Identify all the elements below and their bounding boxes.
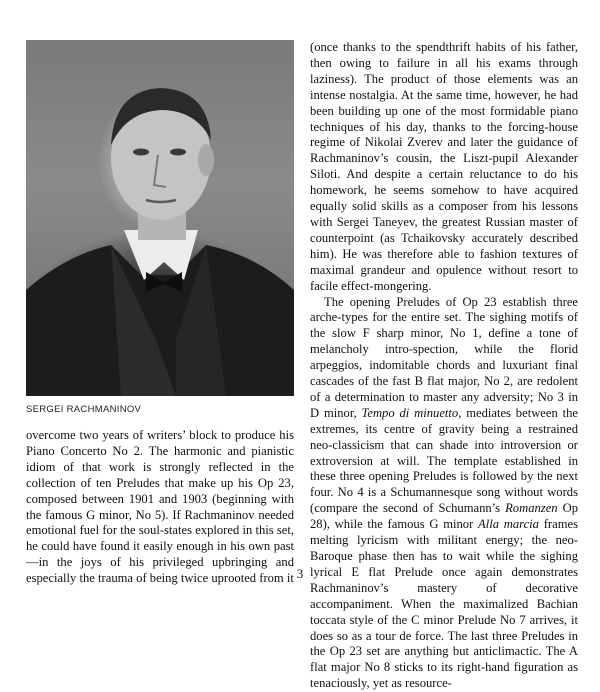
portrait-illustration	[26, 40, 294, 396]
text-run: The opening Preludes of Op 23 establish three arche-types for the entire set. The sighing motifs of the slow F sharp minor, No 1, define a tone of melancholy intro-spection, while the florid arpeggios, indomitable chords and luxuriant final cascades of the fast B flat major, No 2, are redolent of a determination to master any adversity; No 3 in D minor,	[310, 295, 578, 420]
text-run: Op 28), while the famous G minor	[310, 501, 578, 531]
left-column-text: overcome two years of writers’ block to produce his Piano Concerto No 2. The harmonic and pianistic idiom of that work is strongly reflected in the collection of ten Preludes that make up his Op 23, composed between 1901 and 1903 (beginning with the famous G minor, No 5). If Rachmaninov needed emotional fuel for the soul-states explored in this set, he could have found it easily enough in his own past—in the joys of his privileged upbringing and especially the trauma of being twice uprooted from it	[26, 428, 294, 587]
paragraph	[310, 295, 578, 692]
italic-title: Romanzen	[505, 501, 557, 515]
text-run: , mediates between the extremes, its centre of gravity being a restrained neo-classicism that can shade into introversion or extroversion at will. The template established in these three opening Preludes is followed by the next four. No 4 is a Schumannesque song without words (compare the second of Schumann’s	[310, 406, 578, 515]
paragraph: (once thanks to the spendthrift habits of his father, then owing to failure in all his exams through laziness). The product of those elements was an intense nostalgia. At the same time, however, he had been building up one of the most formidable piano techniques of his day, thanks to the forcing-house regime of Nikolai Zverev and later the guidance of Rachmaninov’s cousin, the Liszt-pupil Alexander Siloti. And despite a certain reluctance to do his homework, he seems somehow to have acquired equally solid skills as a composer from his lessons with Sergei Taneyev, the greatest Russian master of counterpoint (as Tchaikovsky accurately described him). He was therefore able to fashion textures of maximal grandeur and opulence without resort to facile effect-mongering.	[310, 40, 578, 295]
right-column	[310, 40, 578, 692]
portrait-photo	[26, 40, 294, 396]
italic-title: Alla marcia	[478, 517, 539, 531]
italic-title: Tempo di minuetto	[362, 406, 459, 420]
photo-caption: SERGEI RACHMANINOV	[26, 404, 294, 415]
text-run: frames melting lyricism with militant energy; the neo-Baroque phase then has to wait while the sighing lyrical E flat Prelude once again demonstrates Rachmaninov’s mastery of decorative accompaniment. When the maximalized Bachian toccata style of the C minor Prelude No 7 arrives, it does so as a tour de force. The last three Preludes in the Op 23 set are anything but anticlimactic. The A flat major No 8 sticks to its right-hand figuration as tenaciously, yet as resource-	[310, 517, 578, 690]
page-number: 3	[0, 566, 600, 582]
